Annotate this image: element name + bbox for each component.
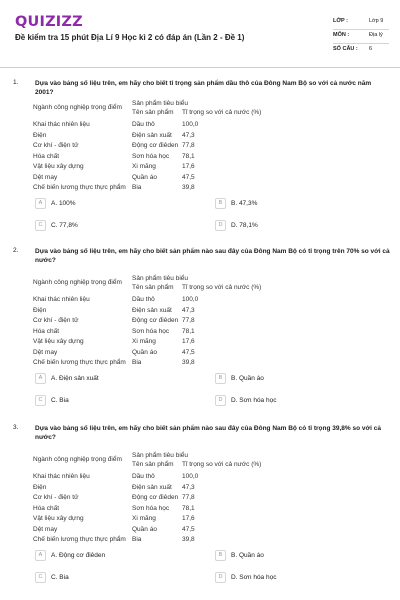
table-row [33, 328, 273, 337]
table-header-group: Sản phẩm tiêu biểu [132, 452, 189, 459]
table-cell-share: 47,3 [182, 131, 195, 139]
table-cell-share: 100,0 [182, 473, 199, 480]
option-letter-box[interactable]: B [215, 550, 226, 561]
table-cell-industry: Chế biến lương thực thực phẩm [33, 359, 126, 366]
meta-info [333, 16, 389, 58]
table-row [33, 142, 273, 151]
meta-row-count [333, 44, 389, 58]
header-divider [0, 67, 400, 68]
meta-row-grade [333, 16, 389, 30]
table-cell-product: Dầu thô [132, 296, 155, 303]
page-title: Đề kiểm tra 15 phút Địa Lí 9 Học kì 2 có đáp án (Lần 2 - Đề 1) [15, 33, 245, 42]
answer-option[interactable] [215, 395, 385, 407]
table-row [33, 121, 273, 130]
table-header-industry: Ngành công nghiệp trọng điểm [33, 279, 122, 286]
option-letter-box[interactable]: C [35, 572, 46, 583]
table-cell-product: Sơn hóa học [132, 504, 170, 512]
table-cell-product: Bia [132, 184, 142, 191]
table-cell-product: Điện sản xuất [132, 131, 172, 139]
table-cell-product: Động cơ điêden [132, 142, 179, 149]
table-cell-industry: Dệt may [33, 348, 58, 356]
table-cell-industry: Điện [33, 306, 47, 314]
answer-option[interactable] [35, 550, 205, 562]
table-cell-share: 39,8 [182, 184, 195, 191]
table-header-share: Tỉ trọng so với cả nước (%) [182, 109, 262, 116]
option-text: A. Động cơ điêden [51, 552, 106, 559]
table-cell-product: Dầu thô [132, 121, 155, 128]
header [0, 0, 400, 64]
option-text: D. Sơn hóa học [231, 574, 277, 581]
answer-option[interactable] [215, 572, 385, 584]
table-cell-product: Bia [132, 359, 142, 366]
table-cell-product: Quần áo [132, 348, 157, 356]
meta-value: Địa lý [369, 32, 383, 38]
table-row [33, 515, 273, 524]
table-cell-share: 78,1 [182, 327, 195, 335]
option-text: C. 77,8% [51, 222, 78, 229]
option-text: B. 47,3% [231, 200, 258, 207]
table-row [33, 349, 273, 358]
table-cell-share: 47,3 [182, 306, 195, 314]
table-cell-industry: Vật liệu xây dựng [33, 163, 84, 170]
answer-option[interactable] [35, 198, 205, 210]
table-cell-industry: Cơ khí - điện tử [33, 142, 79, 149]
table-row [33, 174, 273, 183]
option-letter-box[interactable]: D [215, 395, 226, 406]
table-cell-share: 39,8 [182, 536, 195, 543]
option-text: A. Điện sản xuất [51, 375, 99, 382]
table-cell-industry: Điện [33, 483, 47, 491]
question-text: Dựa vào bảng số liệu trên, em hãy cho biết tỉ trọng sản phẩm dầu thô của Đông Nam Bộ so với cả nước năm 2001? [35, 80, 372, 96]
table-cell-industry: Cơ khí - điện tử [33, 317, 79, 324]
table-cell-industry: Hóa chất [33, 152, 60, 160]
question-number: 2. [13, 247, 19, 254]
option-text: B. Quần áo [231, 552, 264, 559]
table-cell-product: Điện sản xuất [132, 306, 172, 314]
meta-label: SỐ CÂU : [333, 46, 358, 52]
table-row [33, 536, 273, 545]
option-letter-box[interactable]: D [215, 220, 226, 231]
table-cell-share: 77,8 [182, 142, 195, 149]
table-row [33, 153, 273, 162]
table-row [33, 317, 273, 326]
table-row [33, 505, 273, 514]
table-cell-industry: Điện [33, 131, 47, 139]
table-row [33, 359, 273, 368]
option-text: A. 100% [51, 200, 76, 207]
meta-label: MÔN : [333, 32, 350, 38]
answer-option[interactable] [35, 373, 205, 385]
question-number: 3. [13, 424, 19, 431]
table-row [33, 484, 273, 493]
table-cell-industry: Hóa chất [33, 504, 60, 512]
option-text: C. Bia [51, 574, 69, 581]
table-cell-share: 17,6 [182, 338, 195, 345]
table-cell-product: Quần áo [132, 525, 157, 533]
table-header-share: Tỉ trọng so với cả nước (%) [182, 461, 262, 468]
table-cell-industry: Khai thác nhiên liệu [33, 473, 90, 480]
table-cell-share: 47,5 [182, 173, 195, 181]
option-letter-box[interactable]: D [215, 572, 226, 583]
table-header-product: Tên sản phẩm [132, 284, 174, 291]
option-text: C. Bia [51, 397, 69, 404]
answer-option[interactable] [215, 220, 385, 232]
table-header-product: Tên sản phẩm [132, 109, 174, 116]
meta-label: LỚP : [333, 18, 348, 24]
table-row [33, 184, 273, 193]
table-row [33, 494, 273, 503]
table-cell-product: Sơn hóa học [132, 152, 170, 160]
table-cell-share: 47,5 [182, 525, 195, 533]
table-cell-product: Điện sản xuất [132, 483, 172, 491]
answer-option[interactable] [35, 395, 205, 407]
option-letter-box[interactable]: B [215, 198, 226, 209]
table-header-share: Tỉ trọng so với cả nước (%) [182, 284, 262, 291]
meta-value: Lớp 9 [369, 18, 384, 24]
table-cell-industry: Dệt may [33, 173, 58, 181]
table-cell-share: 77,8 [182, 317, 195, 324]
table-row [33, 163, 273, 172]
answer-option[interactable] [215, 550, 385, 562]
question-text: Dựa vào bảng số liệu trên, em hãy cho biết sản phẩm nào sau đây của Đông Nam Bộ có tỉ trọng 39,8% so với cả nước? [35, 425, 381, 441]
table-cell-product: Dầu thô [132, 473, 155, 480]
option-letter-box[interactable]: C [35, 220, 46, 231]
table-row [33, 473, 273, 482]
table-row [33, 526, 273, 535]
table-cell-industry: Chế biến lương thực thực phẩm [33, 536, 126, 543]
answer-option[interactable] [215, 198, 385, 210]
table-cell-share: 47,3 [182, 483, 195, 491]
table-cell-industry: Vật liệu xây dựng [33, 338, 84, 345]
table-cell-industry: Cơ khí - điện tử [33, 494, 79, 501]
table-cell-product: Động cơ điêden [132, 494, 179, 501]
table-row [33, 307, 273, 316]
table-cell-share: 17,6 [182, 515, 195, 522]
meta-value: 6 [369, 46, 373, 52]
option-letter-box[interactable]: C [35, 395, 46, 406]
option-letter-box[interactable]: A [35, 373, 46, 384]
table-cell-product: Sơn hóa học [132, 327, 170, 335]
table-cell-share: 47,5 [182, 348, 195, 356]
table-cell-product: Quần áo [132, 173, 157, 181]
question-text: Dựa vào bảng số liệu trên, em hãy cho biết sản phẩm nào sau đây của Đông Nam Bộ có tỉ trọng trên 70% so với cả nước? [35, 248, 390, 264]
table-cell-share: 78,1 [182, 504, 195, 512]
table-cell-product: Xi măng [132, 338, 156, 345]
table-cell-share: 100,0 [182, 121, 199, 128]
option-letter-box[interactable]: A [35, 550, 46, 561]
table-cell-industry: Vật liệu xây dựng [33, 515, 84, 522]
table-cell-share: 100,0 [182, 296, 199, 303]
question-number: 1. [13, 79, 19, 86]
table-cell-industry: Khai thác nhiên liệu [33, 296, 90, 303]
table-cell-share: 77,8 [182, 494, 195, 501]
table-row [33, 132, 273, 141]
table-cell-industry: Chế biến lương thực thực phẩm [33, 184, 126, 191]
option-text: B. Quần áo [231, 375, 264, 382]
table-cell-share: 39,8 [182, 359, 195, 366]
answer-option[interactable] [215, 373, 385, 385]
table-header-product: Tên sản phẩm [132, 461, 174, 468]
option-text: D. Sơn hóa học [231, 397, 277, 404]
table-cell-product: Xi măng [132, 515, 156, 522]
table-cell-industry: Hóa chất [33, 327, 60, 335]
table-header-industry: Ngành công nghiệp trọng điểm [33, 104, 122, 111]
table-row [33, 338, 273, 347]
table-header-industry: Ngành công nghiệp trọng điểm [33, 456, 122, 463]
table-row [33, 296, 273, 305]
meta-row-subject [333, 30, 389, 44]
table-cell-product: Xi măng [132, 163, 156, 170]
option-letter-box[interactable]: B [215, 373, 226, 384]
table-header-group: Sản phẩm tiêu biểu [132, 275, 189, 282]
table-header-group: Sản phẩm tiêu biểu [132, 100, 189, 107]
table-cell-industry: Khai thác nhiên liệu [33, 121, 90, 128]
table-cell-share: 17,6 [182, 163, 195, 170]
answer-option[interactable] [35, 572, 205, 584]
table-cell-product: Bia [132, 536, 142, 543]
option-letter-box[interactable]: A [35, 198, 46, 209]
answer-option[interactable] [35, 220, 205, 232]
table-cell-product: Động cơ điêden [132, 317, 179, 324]
option-text: D. 78,1% [231, 222, 258, 229]
quizizz-logo: QUIZIZZ [15, 14, 83, 30]
table-cell-share: 78,1 [182, 152, 195, 160]
table-cell-industry: Dệt may [33, 525, 58, 533]
